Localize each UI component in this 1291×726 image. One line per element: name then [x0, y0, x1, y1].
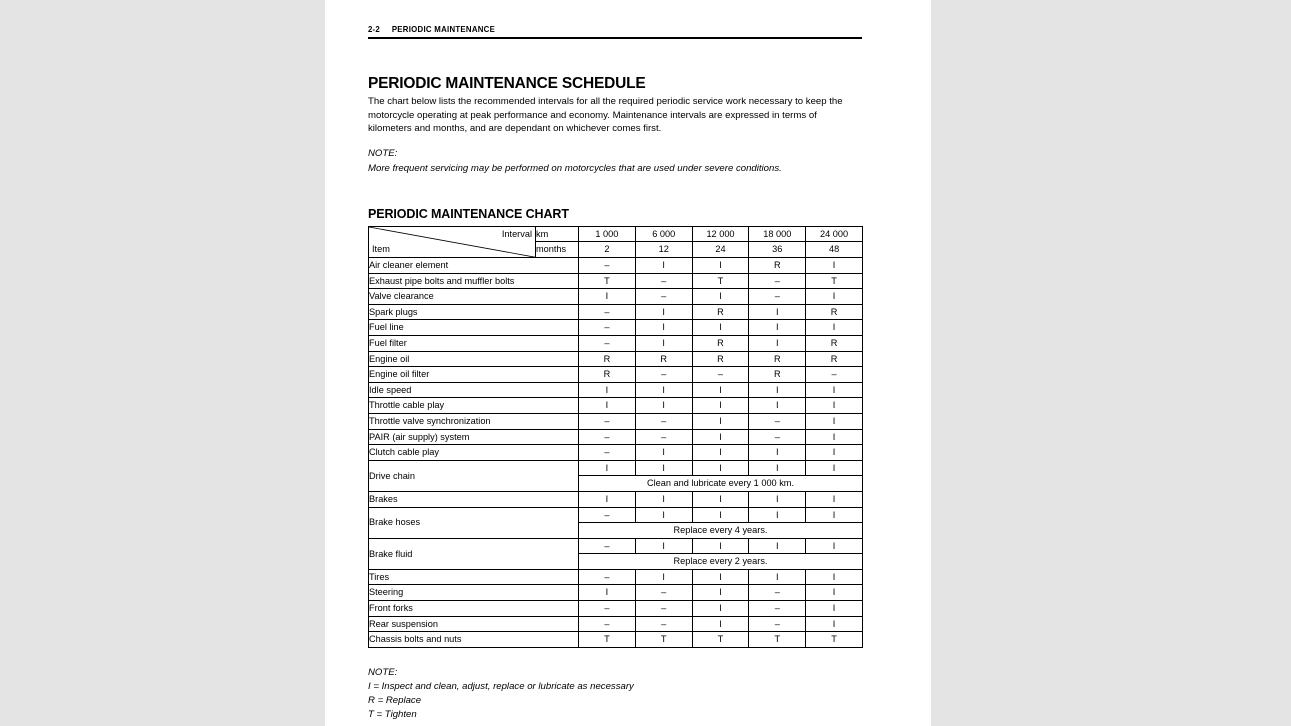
- table-row: [369, 273, 863, 289]
- row-value-2: I: [692, 429, 749, 445]
- row-value-1: –: [635, 289, 692, 305]
- row-value-3: –: [749, 273, 806, 289]
- row-item-label: Steering: [369, 585, 579, 601]
- header-km-1: 6 000: [635, 226, 692, 242]
- unit-label-km: km: [536, 226, 579, 242]
- row-value-2: I: [692, 538, 749, 554]
- row-value-4: I: [806, 491, 863, 507]
- header-months-1: 12: [635, 242, 692, 258]
- row-value-3: I: [749, 538, 806, 554]
- row-value-0: I: [579, 491, 636, 507]
- row-value-2: T: [692, 632, 749, 648]
- page-title: PERIODIC MAINTENANCE SCHEDULE: [368, 75, 646, 93]
- table-row: [369, 569, 863, 585]
- table-row: [369, 382, 863, 398]
- row-value-0: R: [579, 367, 636, 383]
- unit-label-months: months: [536, 242, 579, 258]
- row-value-0: T: [579, 632, 636, 648]
- header-rule: [368, 37, 862, 39]
- header-km-2: 12 000: [692, 226, 749, 242]
- row-value-3: I: [749, 445, 806, 461]
- row-value-0: –: [579, 258, 636, 274]
- row-value-0: –: [579, 538, 636, 554]
- table-row: [369, 585, 863, 601]
- row-value-3: –: [749, 429, 806, 445]
- row-span-note: Clean and lubricate every 1 000 km.: [579, 476, 863, 492]
- row-value-2: I: [692, 601, 749, 617]
- table-row: [369, 616, 863, 632]
- row-value-3: –: [749, 289, 806, 305]
- row-value-2: I: [692, 258, 749, 274]
- row-value-2: I: [692, 289, 749, 305]
- running-head: [368, 0, 825, 34]
- row-value-1: I: [635, 320, 692, 336]
- row-item-label: Fuel filter: [369, 335, 579, 351]
- row-value-0: –: [579, 413, 636, 429]
- row-value-3: –: [749, 616, 806, 632]
- header-months-3: 36: [749, 242, 806, 258]
- row-value-4: I: [806, 258, 863, 274]
- row-value-1: –: [635, 616, 692, 632]
- row-value-4: T: [806, 632, 863, 648]
- row-value-1: I: [635, 507, 692, 523]
- row-value-1: T: [635, 632, 692, 648]
- row-value-2: I: [692, 320, 749, 336]
- row-item-label: Drive chain: [369, 460, 579, 491]
- row-value-0: –: [579, 569, 636, 585]
- table-row: [369, 289, 863, 305]
- table-row: [369, 601, 863, 617]
- row-value-3: I: [749, 320, 806, 336]
- row-item-label: Engine oil: [369, 351, 579, 367]
- row-value-3: I: [749, 491, 806, 507]
- row-value-4: –: [806, 367, 863, 383]
- row-value-2: I: [692, 507, 749, 523]
- row-value-4: I: [806, 413, 863, 429]
- row-value-4: I: [806, 460, 863, 476]
- row-value-1: –: [635, 585, 692, 601]
- row-value-3: T: [749, 632, 806, 648]
- table-row: [369, 367, 863, 383]
- legend-line-t: T = Tighten: [368, 708, 417, 720]
- row-value-1: I: [635, 491, 692, 507]
- row-value-1: I: [635, 460, 692, 476]
- row-value-2: R: [692, 335, 749, 351]
- table-row: [369, 258, 863, 274]
- row-item-label: Engine oil filter: [369, 367, 579, 383]
- row-value-3: I: [749, 460, 806, 476]
- table-row: [369, 351, 863, 367]
- header-months-2: 24: [692, 242, 749, 258]
- corner-cell: [369, 226, 536, 257]
- row-value-3: I: [749, 382, 806, 398]
- row-value-3: I: [749, 304, 806, 320]
- row-item-label: Idle speed: [369, 382, 579, 398]
- table-row: [369, 304, 863, 320]
- table-row: [369, 507, 863, 523]
- header-months-4: 48: [806, 242, 863, 258]
- row-value-0: T: [579, 273, 636, 289]
- row-value-1: –: [635, 273, 692, 289]
- row-value-0: R: [579, 351, 636, 367]
- row-value-3: R: [749, 351, 806, 367]
- table-body: [369, 226, 863, 647]
- row-value-1: I: [635, 538, 692, 554]
- row-item-label: Valve clearance: [369, 289, 579, 305]
- interval-label: Interval: [501, 228, 532, 239]
- row-value-2: I: [692, 585, 749, 601]
- row-value-1: I: [635, 304, 692, 320]
- row-value-4: R: [806, 335, 863, 351]
- table-row: [369, 335, 863, 351]
- legend-note-label: NOTE:: [368, 666, 398, 678]
- row-value-0: I: [579, 289, 636, 305]
- legend-block: [368, 666, 865, 722]
- row-value-0: –: [579, 507, 636, 523]
- row-value-3: I: [749, 507, 806, 523]
- row-value-1: I: [635, 569, 692, 585]
- row-value-0: –: [579, 304, 636, 320]
- row-value-3: R: [749, 367, 806, 383]
- row-value-2: R: [692, 304, 749, 320]
- row-value-3: –: [749, 413, 806, 429]
- row-value-0: I: [579, 460, 636, 476]
- row-value-3: R: [749, 258, 806, 274]
- row-value-2: I: [692, 460, 749, 476]
- note-text: More frequent servicing may be performed on motorcycles that are used under severe conditions.: [368, 162, 782, 174]
- row-value-3: I: [749, 398, 806, 414]
- row-value-4: I: [806, 289, 863, 305]
- row-value-2: I: [692, 445, 749, 461]
- row-item-label: Front forks: [369, 601, 579, 617]
- row-value-0: –: [579, 429, 636, 445]
- row-value-4: R: [806, 304, 863, 320]
- row-value-3: –: [749, 585, 806, 601]
- header-km-0: 1 000: [579, 226, 636, 242]
- row-value-4: T: [806, 273, 863, 289]
- row-value-2: T: [692, 273, 749, 289]
- legend-line-r: R = Replace: [368, 694, 422, 706]
- row-value-4: I: [806, 320, 863, 336]
- row-value-2: I: [692, 398, 749, 414]
- row-value-4: I: [806, 569, 863, 585]
- row-item-label: Air cleaner element: [369, 258, 579, 274]
- page-content: [368, 0, 865, 721]
- row-item-label: Spark plugs: [369, 304, 579, 320]
- row-span-note: Replace every 4 years.: [579, 523, 863, 539]
- table-row: [369, 413, 863, 429]
- row-value-4: I: [806, 538, 863, 554]
- table-row: [369, 460, 863, 476]
- row-value-0: I: [579, 585, 636, 601]
- row-item-label: Throttle valve synchronization: [369, 413, 579, 429]
- row-item-label: Tires: [369, 569, 579, 585]
- row-value-1: –: [635, 413, 692, 429]
- row-value-4: I: [806, 585, 863, 601]
- row-value-1: I: [635, 445, 692, 461]
- row-value-1: –: [635, 429, 692, 445]
- chart-title: PERIODIC MAINTENANCE CHART: [368, 206, 569, 221]
- row-value-2: I: [692, 569, 749, 585]
- row-value-4: I: [806, 507, 863, 523]
- note-label: NOTE:: [368, 148, 398, 160]
- row-item-label: Throttle cable play: [369, 398, 579, 414]
- row-item-label: Chassis bolts and nuts: [369, 632, 579, 648]
- note-block: [368, 147, 865, 176]
- row-value-1: I: [635, 398, 692, 414]
- intro-paragraph: The chart below lists the recommended intervals for all the required periodic service work necessary to keep the motorcycle operating at peak performance and economy. Maintenance intervals are expressed in terms of kilometers and months, and are dependant on whichever comes first.: [368, 96, 843, 135]
- row-value-1: I: [635, 258, 692, 274]
- row-value-2: –: [692, 367, 749, 383]
- row-span-note: Replace every 2 years.: [579, 554, 863, 570]
- row-value-1: –: [635, 601, 692, 617]
- table-header-row-km: [369, 226, 863, 242]
- row-value-2: I: [692, 616, 749, 632]
- row-value-4: I: [806, 601, 863, 617]
- header-km-3: 18 000: [749, 226, 806, 242]
- running-head-title: PERIODIC MAINTENANCE: [391, 24, 496, 34]
- row-item-label: Exhaust pipe bolts and muffler bolts: [369, 273, 579, 289]
- table-row: [369, 491, 863, 507]
- row-value-1: I: [635, 382, 692, 398]
- table-row: [369, 632, 863, 648]
- row-value-2: I: [692, 491, 749, 507]
- table-row: [369, 445, 863, 461]
- row-value-4: I: [806, 398, 863, 414]
- row-value-4: R: [806, 351, 863, 367]
- row-value-0: –: [579, 601, 636, 617]
- row-item-label: Clutch cable play: [369, 445, 579, 461]
- row-value-4: I: [806, 382, 863, 398]
- row-item-label: Brake hoses: [369, 507, 579, 538]
- row-item-label: Brake fluid: [369, 538, 579, 569]
- row-value-4: I: [806, 445, 863, 461]
- document-page: [325, 0, 931, 726]
- row-value-0: I: [579, 382, 636, 398]
- row-value-2: R: [692, 351, 749, 367]
- row-value-3: –: [749, 601, 806, 617]
- page-number: 2-2: [368, 24, 380, 34]
- table-row: [369, 429, 863, 445]
- row-value-2: I: [692, 382, 749, 398]
- row-item-label: PAIR (air supply) system: [369, 429, 579, 445]
- row-item-label: Brakes: [369, 491, 579, 507]
- legend-line-i: I = Inspect and clean, adjust, replace or lubricate as necessary: [368, 680, 634, 692]
- row-item-label: Rear suspension: [369, 616, 579, 632]
- row-value-1: R: [635, 351, 692, 367]
- row-item-label: Fuel line: [369, 320, 579, 336]
- row-value-4: I: [806, 429, 863, 445]
- item-label: Item: [372, 244, 390, 255]
- row-value-3: I: [749, 335, 806, 351]
- row-value-0: –: [579, 335, 636, 351]
- row-value-2: I: [692, 413, 749, 429]
- header-months-0: 2: [579, 242, 636, 258]
- periodic-maintenance-table: [368, 226, 863, 648]
- row-value-0: –: [579, 320, 636, 336]
- row-value-0: I: [579, 398, 636, 414]
- row-value-4: I: [806, 616, 863, 632]
- row-value-1: –: [635, 367, 692, 383]
- table-row: [369, 398, 863, 414]
- table-row: [369, 538, 863, 554]
- row-value-0: –: [579, 616, 636, 632]
- table-row: [369, 320, 863, 336]
- row-value-1: I: [635, 335, 692, 351]
- row-value-3: I: [749, 569, 806, 585]
- row-value-0: –: [579, 445, 636, 461]
- header-km-4: 24 000: [806, 226, 863, 242]
